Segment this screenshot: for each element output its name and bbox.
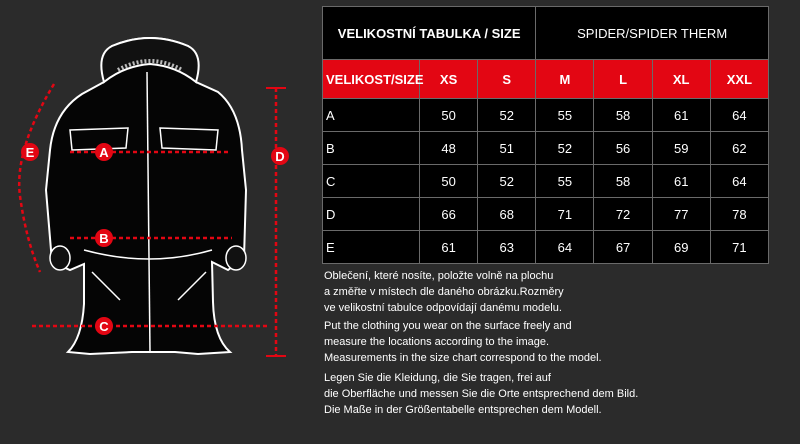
cuff-right xyxy=(226,246,246,270)
table-row xyxy=(323,99,769,132)
instruction-line: Measurements in the size chart correspond to the model. xyxy=(324,352,602,364)
marker-a xyxy=(95,143,113,161)
marker-e xyxy=(21,143,39,161)
table-cell: 63 xyxy=(478,231,536,264)
table-cell: 56 xyxy=(594,132,652,165)
jacket-outline xyxy=(46,38,246,354)
marker-d xyxy=(271,147,289,165)
size-header: M xyxy=(536,60,594,99)
jacket-diagram xyxy=(0,0,310,444)
instructions-english xyxy=(324,318,784,366)
table-cell: 58 xyxy=(594,165,652,198)
table-cell: 72 xyxy=(594,198,652,231)
table-cell: 58 xyxy=(594,99,652,132)
marker-b xyxy=(95,229,113,247)
measure-label: D xyxy=(323,198,420,231)
measure-label: A xyxy=(323,99,420,132)
instruction-line: measure the locations according to the image. xyxy=(324,336,550,348)
table-title: VELIKOSTNÍ TABULKA / SIZE xyxy=(323,7,536,60)
table-row xyxy=(323,231,769,264)
svg-text:A: A xyxy=(99,145,109,160)
table-cell: 55 xyxy=(536,165,594,198)
table-cell: 51 xyxy=(478,132,536,165)
measure-label: C xyxy=(323,165,420,198)
table-cell: 64 xyxy=(536,231,594,264)
size-chart-table xyxy=(322,6,769,264)
svg-text:E: E xyxy=(25,145,35,160)
size-header: XS xyxy=(420,60,478,99)
table-cell: 68 xyxy=(478,198,536,231)
table-cell: 48 xyxy=(420,132,478,165)
instruction-line: Oblečení, které nosíte, položte volně na plochu xyxy=(324,270,554,282)
table-cell: 77 xyxy=(652,198,710,231)
svg-text:C: C xyxy=(99,319,109,334)
table-cell: 59 xyxy=(652,132,710,165)
table-cell: 50 xyxy=(420,165,478,198)
table-cell: 69 xyxy=(652,231,710,264)
table-cell: 62 xyxy=(710,132,768,165)
instructions-czech xyxy=(324,268,784,316)
size-header: S xyxy=(478,60,536,99)
table-cell: 50 xyxy=(420,99,478,132)
measure-label: E xyxy=(323,231,420,264)
instruction-line: die Oberfläche und messen Sie die Orte entsprechend dem Bild. xyxy=(324,388,639,400)
instruction-line: Put the clothing you wear on the surface freely and xyxy=(324,320,572,332)
table-cell: 52 xyxy=(478,99,536,132)
table-cell: 61 xyxy=(420,231,478,264)
table-row xyxy=(323,165,769,198)
marker-c xyxy=(95,317,113,335)
table-header-row xyxy=(323,60,769,99)
table-row xyxy=(323,198,769,231)
size-header: XL xyxy=(652,60,710,99)
table-cell: 71 xyxy=(710,231,768,264)
instruction-line: Die Maße in der Größentabelle entsprechen dem Modell. xyxy=(324,404,602,416)
table-cell: 64 xyxy=(710,99,768,132)
table-cell: 52 xyxy=(478,165,536,198)
measure-label: B xyxy=(323,132,420,165)
model-name: SPIDER/SPIDER THERM xyxy=(536,7,769,60)
table-cell: 64 xyxy=(710,165,768,198)
svg-text:D: D xyxy=(275,149,285,164)
table-cell: 66 xyxy=(420,198,478,231)
instructions-german xyxy=(324,370,784,418)
size-header: XXL xyxy=(710,60,768,99)
instruction-line: a změřte v místech dle daného obrázku.Rozměry xyxy=(324,286,564,298)
size-header: L xyxy=(594,60,652,99)
table-cell: 67 xyxy=(594,231,652,264)
table-cell: 61 xyxy=(652,99,710,132)
size-header-label: VELIKOST/SIZE xyxy=(323,60,420,99)
table-title-row xyxy=(323,7,769,60)
cuff-left xyxy=(50,246,70,270)
instruction-line: Legen Sie die Kleidung, die Sie tragen, frei auf xyxy=(324,372,551,384)
table-cell: 71 xyxy=(536,198,594,231)
table-cell: 78 xyxy=(710,198,768,231)
table-cell: 55 xyxy=(536,99,594,132)
svg-text:B: B xyxy=(99,231,109,246)
table-cell: 61 xyxy=(652,165,710,198)
table-cell: 52 xyxy=(536,132,594,165)
table-row xyxy=(323,132,769,165)
instruction-line: ve velikostní tabulce odpovídají danému modelu. xyxy=(324,302,562,314)
